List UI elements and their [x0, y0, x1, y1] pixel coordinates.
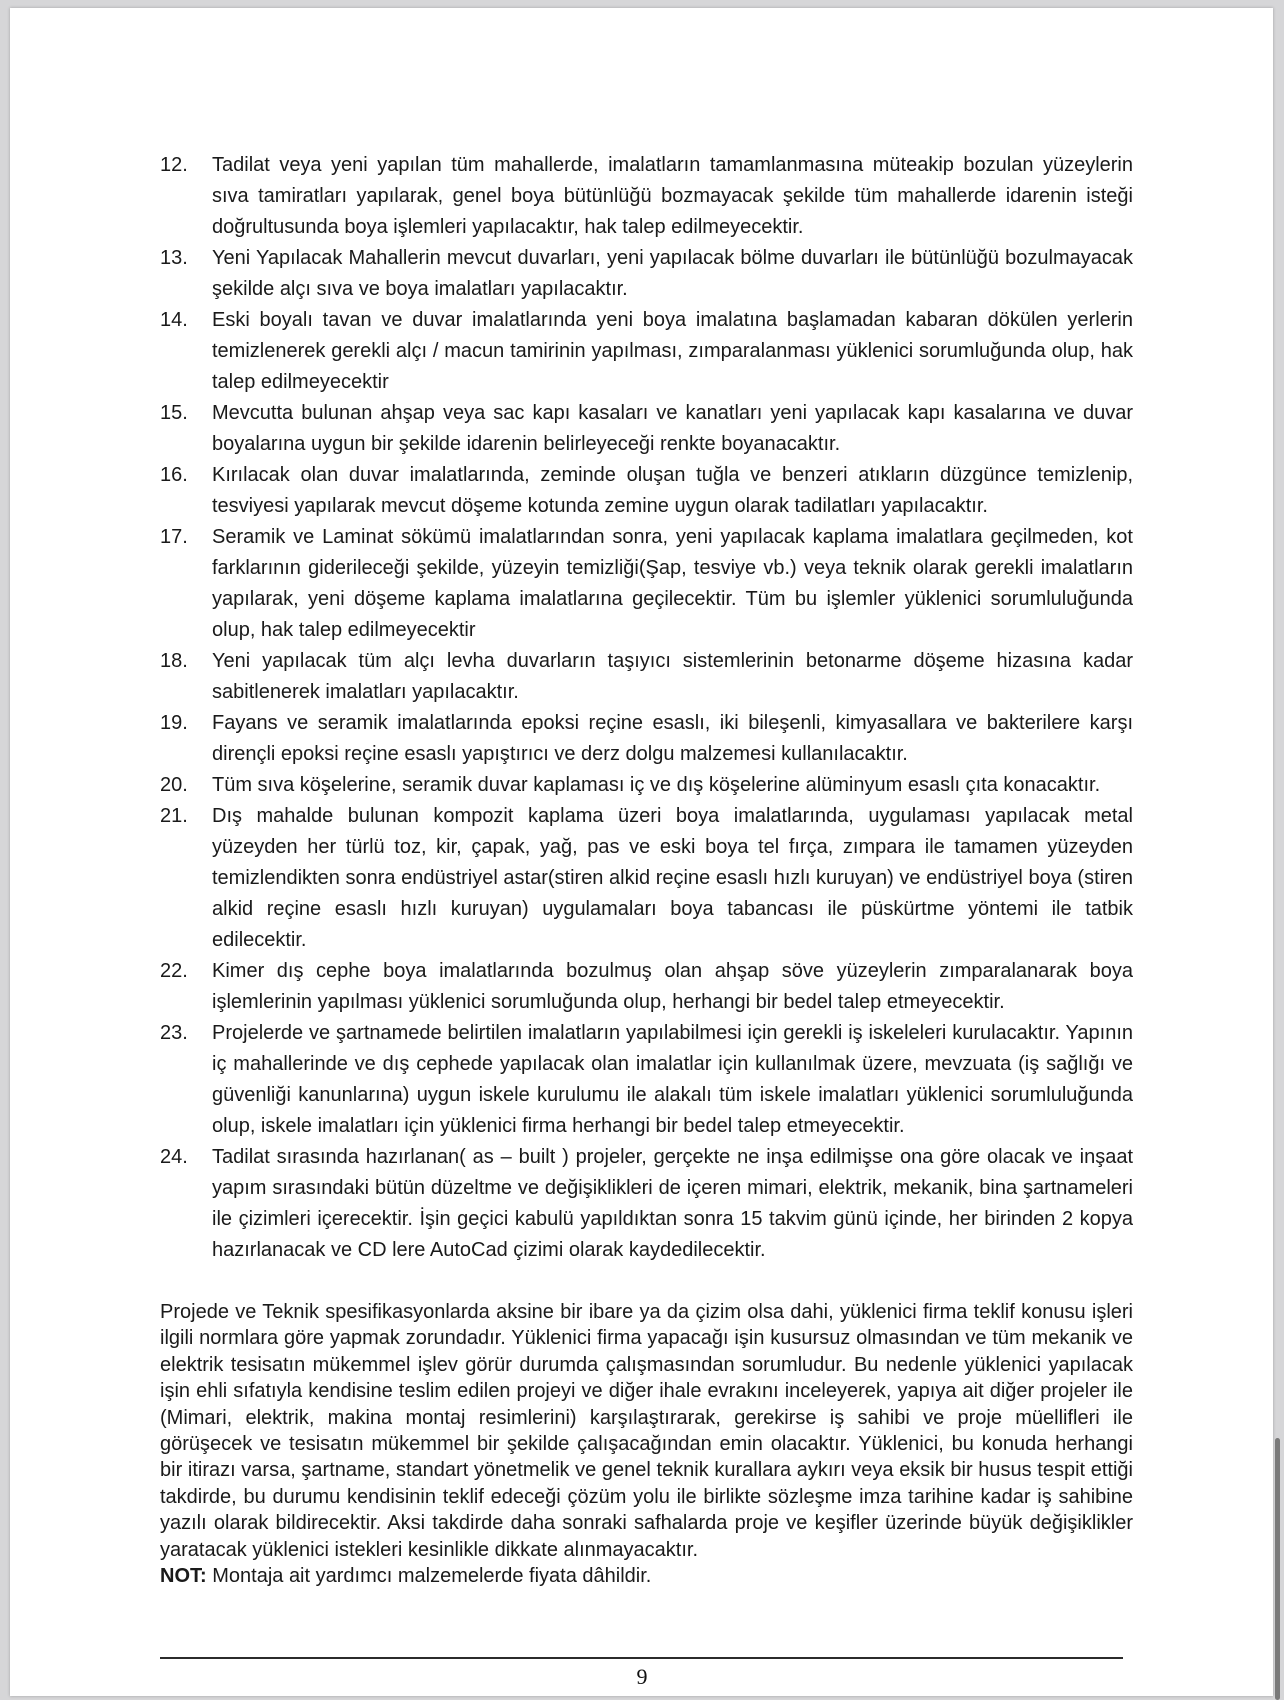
list-item-number: 13. [160, 247, 188, 269]
list-item [160, 243, 1133, 305]
page-content [160, 150, 1133, 1589]
list-item [160, 708, 1133, 770]
list-item [160, 522, 1133, 646]
list-item [160, 398, 1133, 460]
list-item-text: Yeni Yapılacak Mahallerin mevcut duvarları, yeni yapılacak bölme duvarları ile bütünlüğü bozulmayacak şekilde alçı sıva ve boya imalatları yapılacaktır. [212, 247, 1133, 300]
list-item-text: Eski boyalı tavan ve duvar imalatlarında yeni boya imalatına başlamadan kabaran dökülen yerlerin temizlenerek gerekli alçı / macun tamirinin yapılması, zımparalanması yüklenici sorumluğunda olup, hak talep edilmeyecektir [212, 309, 1133, 393]
vertical-scrollbar[interactable] [1275, 1438, 1280, 1700]
note-line [160, 1563, 1133, 1589]
list-item-number: 23. [160, 1022, 188, 1044]
list-item-text: Kimer dış cephe boya imalatlarında bozulmuş olan ahşap söve yüzeylerin zımparalanarak boya işlemlerinin yapılması yüklenici sorumluğunda olup, herhangi bir bedel talep etmeyecektir. [212, 960, 1133, 1013]
list-item [160, 770, 1133, 801]
list-item-text: Yeni yapılacak tüm alçı levha duvarların taşıyıcı sistemlerinin betonarme döşeme hizasına kadar sabitlenerek imalatları yapılacaktır. [212, 650, 1133, 703]
list-item-number: 24. [160, 1146, 188, 1168]
note-label: NOT: [160, 1565, 207, 1588]
list-item-number: 22. [160, 960, 188, 982]
list-item-number: 15. [160, 402, 188, 424]
list-item-text: Mevcutta bulunan ahşap veya sac kapı kasaları ve kanatları yeni yapılacak kapı kasalarına ve duvar boyalarına uygun bir şekilde idarenin belirleyeceği renkte boyanacaktır. [212, 402, 1133, 455]
list-item [160, 150, 1133, 243]
list-item-number: 12. [160, 154, 188, 176]
document-page [10, 8, 1273, 1696]
list-item [160, 1018, 1133, 1142]
list-item-text: Kırılacak olan duvar imalatlarında, zeminde oluşan tuğla ve benzeri atıkların düzgünce temizlenip, tesviyesi yapılarak mevcut döşeme kotunda zemine uygun olarak tadilatları yapılacaktır. [212, 464, 1133, 517]
list-item [160, 646, 1133, 708]
list-item-text: Fayans ve seramik imalatlarında epoksi reçine esaslı, iki bileşenli, kimyasallara ve bakterilere karşı dirençli epoksi reçine esaslı yapıştırıcı ve derz dolgu malzemesi kullanılacaktır. [212, 712, 1133, 765]
note-text: Montaja ait yardımcı malzemelerde fiyata dâhildir. [206, 1565, 652, 1588]
list-item-number: 17. [160, 526, 188, 548]
list-item-number: 18. [160, 650, 188, 672]
list-item [160, 305, 1133, 398]
list-item [160, 801, 1133, 956]
list-item-number: 19. [160, 712, 188, 734]
list-item [160, 1142, 1133, 1266]
list-item-text: Tüm sıva köşelerine, seramik duvar kaplaması iç ve dış köşelerine alüminyum esaslı çıta konacaktır. [212, 774, 1101, 796]
list-item-text: Projelerde ve şartnamede belirtilen imalatların yapılabilmesi için gerekli iş iskeleleri kurulacaktır. Yapının iç mahallerinde ve dış cephede yapılacak olan imalatlar için kullanılmak üzere, mevzuata (iş sağlığı ve güvenliği kanunlarına) uygun iskele kurulumu ile alakalı tüm iskele imalatları yüklenici sorumluluğunda olup, iskele imalatları için yüklenici firma herhangi bir bedel talep etmeyecektir. [212, 1022, 1133, 1137]
list-item-text: Seramik ve Laminat sökümü imalatlarından sonra, yeni yapılacak kaplama imalatlara geçilmeden, kot farklarının giderileceği şekilde, yüzeyin temizliği(Şap, tesviye vb.) veya teknik olarak gerekli imalatların yapılarak, yeni döşeme kaplama imalatlarına geçilecektir. Tüm bu işlemler yüklenici sorumluluğunda olup, hak talep edilmeyecektir [212, 526, 1133, 641]
list-item-text: Dış mahalde bulunan kompozit kaplama üzeri boya imalatlarında, uygulaması yapılacak metal yüzeyden her türlü toz, kir, çapak, yağ, pas ve eski boya tel fırça, zımpara ile tamamen yüzeyden temizlendikten sonra endüstriyel astar(stiren alkid reçine esaslı hızlı kuruyan) ve endüstriyel boya (stiren alkid reçine esaslı hızlı kuruyan) uygulamaları boya tabancası ile püskürtme yöntemi ile tatbik edilecektir. [212, 805, 1133, 951]
list-item [160, 460, 1133, 522]
list-item-text: Tadilat sırasında hazırlanan( as – built ) projeler, gerçekte ne inşa edilmişse ona göre olacak ve inşaat yapım sırasındaki bütün düzeltme ve değişiklikleri de içeren mimari, elektrik, mekanik, bina şartnameleri ile çizimleri içerecektir. İşin geçici kabulü yapıldıktan sonra 15 takvim günü içinde, her birinden 2 kopya hazırlanacak ve CD lere AutoCad çizimi olarak kaydedilecektir. [212, 1146, 1133, 1261]
numbered-list [160, 150, 1133, 1266]
list-item-number: 20. [160, 774, 188, 796]
list-item-number: 16. [160, 464, 188, 486]
list-item-text: Tadilat veya yeni yapılan tüm mahallerde, imalatların tamamlanmasına müteakip bozulan yüzeylerin sıva tamiratları yapılarak, genel boya bütünlüğü bozmayacak şekilde tüm mahallerde idarenin isteği doğrultusunda boya işlemleri yapılacaktır, hak talep edilmeyecektir. [212, 154, 1133, 238]
list-item [160, 956, 1133, 1018]
page-number: 9 [636, 1664, 648, 1689]
body-paragraph: Projede ve Teknik spesifikasyonlarda aksine bir ibare ya da çizim olsa dahi, yüklenici firma teklif konusu işleri ilgili normlara göre yapmak zorundadır. Yüklenici firma yapacağı işin kusursuz olmasından ve tüm mekanik ve elektrik tesisatın mükemmel işlev görür durumda çalışmasından sorumludur. Bu nedenle yüklenici yapılacak işin ehli sıfatıyla kendisine teslim edilen projeyi ve diğer ihale evrakını inceleyerek, yapıya ait diğer projeler ile (Mimari, elektrik, makina montaj resimlerini) karşılaştırarak, gerekirse iş sahibi ve proje müellifleri ile görüşecek ve tesisatın mükemmel bir şekilde çalışacağından emin olacaktır. Yüklenici, bu konuda herhangi bir itirazı varsa, şartname, standart yönetmelik ve genel teknik kurallara aykırı veya eksik bir husus tespit ettiği takdirde, bu durumu kendisinin teklif edeceği çözüm yolu ile birlikte sözleşme imza tarihine kadar iş sahibine yazılı olarak bildirecektir. Aksi takdirde daha sonraki safhalarda proje ve keşifler üzerinde büyük değişiklikler yaratacak yüklenici istekleri kesinlikle dikkate alınmayacaktır. [160, 1301, 1133, 1561]
footer-divider [160, 1657, 1123, 1659]
list-item-number: 21. [160, 805, 188, 827]
list-item-number: 14. [160, 309, 188, 331]
